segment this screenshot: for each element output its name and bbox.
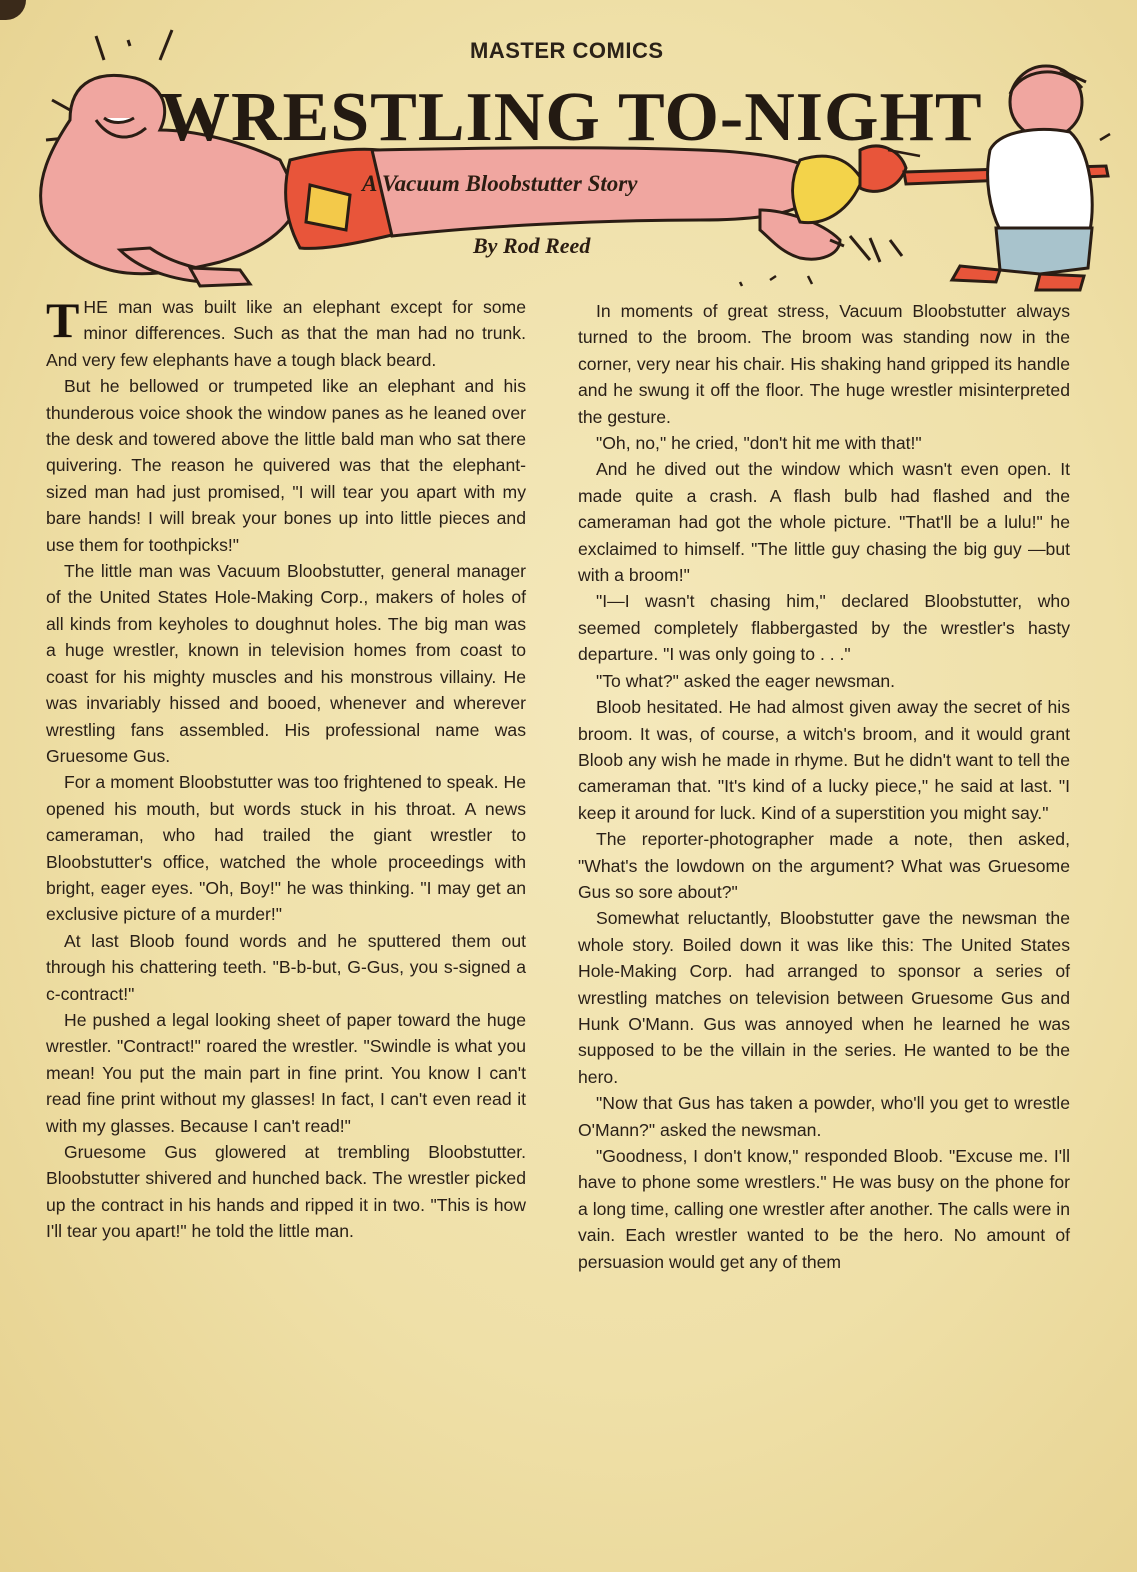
paragraph: At last Bloob found words and he sputtered them out through his chattering teeth. "B-b-but, G-Gus, you s-signed a c-contract!": [46, 930, 526, 1004]
drop-cap: T: [46, 292, 80, 348]
paragraph-text: HE man was built like an elephant except for some minor differences. Such as that the man had no trunk. And very few elephants have a tough black beard.: [46, 297, 526, 370]
paragraph: The little man was Vacuum Bloobstutter, general manager of the United States Hole-Making Corp., makers of holes of all kinds from keyholes to doughnut holes. The big man was a huge wrestler, known in television homes from coast to coast for his mighty muscles and his monstrous villainy. He was invariably hissed and booed, whenever and wherever wrestling fans assembled. His professional name was Gruesome Gus.: [46, 561, 526, 766]
magazine-header: MASTER COMICS: [470, 38, 664, 63]
text-column-left: [46, 294, 526, 1245]
paragraph: Bloob hesitated. He had almost given away the secret of his broom. It was, of course, a witch's broom, and it would grant Bloob any wish he made in rhyme. But he didn't want to tell the cameraman that. "It's kind of a lucky piece," he said at last. "I keep it around for luck. Kind of a superstition you might say.": [578, 697, 1070, 823]
paragraph: He pushed a legal looking sheet of paper toward the huge wrestler. "Contract!" roared the wrestler. "Swindle is what you mean! You put the main part in fine print. You know I can't read fine print without my glasses! In fact, I can't even read it with my glasses. Because I can't read!": [46, 1009, 526, 1136]
paragraph: "To what?" asked the eager newsman.: [596, 670, 896, 691]
paragraph: Gruesome Gus glowered at trembling Bloobstutter. Bloobstutter shivered and hunched back. The wrestler picked up the contract in his hands and ripped it in two. "This is how I'll tear you apart!" he told the little man.: [46, 1142, 526, 1242]
paragraph: And he dived out the window which wasn't even open. It made quite a crash. A flash bulb had flashed and the cameraman had got the whole picture. "That'll be a lulu!" he exclaimed to himself. "The little guy chasing the big guy —but with a broom!": [578, 459, 1070, 586]
paragraph: The reporter-photographer made a note, then asked, "What's the lowdown on the argument? What was Gruesome Gus so sore about?": [578, 829, 1070, 902]
paragraph: [46, 294, 526, 373]
paragraph: "Now that Gus has taken a powder, who'll you get to wrestle O'Mann?" asked the newsman.: [578, 1093, 1070, 1140]
text-column-right: [578, 298, 1070, 1275]
paragraph: "Oh, no," he cried, "don't hit me with that!": [596, 433, 922, 454]
paragraph: In moments of great stress, Vacuum Bloobstutter always turned to the broom. The broom was standing now in the corner, very near his chair. His shaking hand gripped its handle and he swung it off the floor. The huge wrestler misinterpreted the gesture.: [578, 301, 1070, 427]
paragraph: But he bellowed or trumpeted like an elephant and his thunderous voice shook the window panes as he leaned over the desk and towered above the little bald man who sat there quivering. The reason he quivered was that the elephant-sized man had just promised, "I will tear you apart with my bare hands! I will break your bones up into little pieces and use them for toothpicks!": [46, 376, 526, 555]
paragraph: "I—I wasn't chasing him," declared Bloobstutter, who seemed completely flabbergasted by the wrestler's hasty departure. "I was only going to . . .": [578, 591, 1070, 665]
story-byline: By Rod Reed: [473, 233, 591, 258]
paragraph: "Goodness, I don't know," responded Bloob. "Excuse me. I'll have to phone some wrestlers." He was busy on the phone for a long time, calling one wrestler after another. The calls were in vain. Each wrestler wanted to be the hero. No amount of persuasion would get any of them: [578, 1146, 1070, 1272]
story-title: WRESTLING TO-NIGHT: [160, 79, 983, 156]
story-subtitle: A Vacuum Bloobstutter Story: [362, 171, 638, 196]
paragraph: Somewhat reluctantly, Bloobstutter gave the newsman the whole story. Boiled down it was like this: The United States Hole-Making Corp. had arranged to sponsor a series of wrestling matches on television between Gruesome Gus and Hunk O'Mann. Gus was annoyed when he learned he was supposed to be the villain in the series. He wanted to be the hero.: [578, 908, 1070, 1087]
paragraph: For a moment Bloobstutter was too frightened to speak. He opened his mouth, but words stuck in his throat. A news cameraman, who had trailed the giant wrestler to Bloobstutter's office, watched the whole proceedings with bright, eager eyes. "Oh, Boy!" he was thinking. "I may get an exclusive picture of a murder!": [46, 772, 526, 925]
